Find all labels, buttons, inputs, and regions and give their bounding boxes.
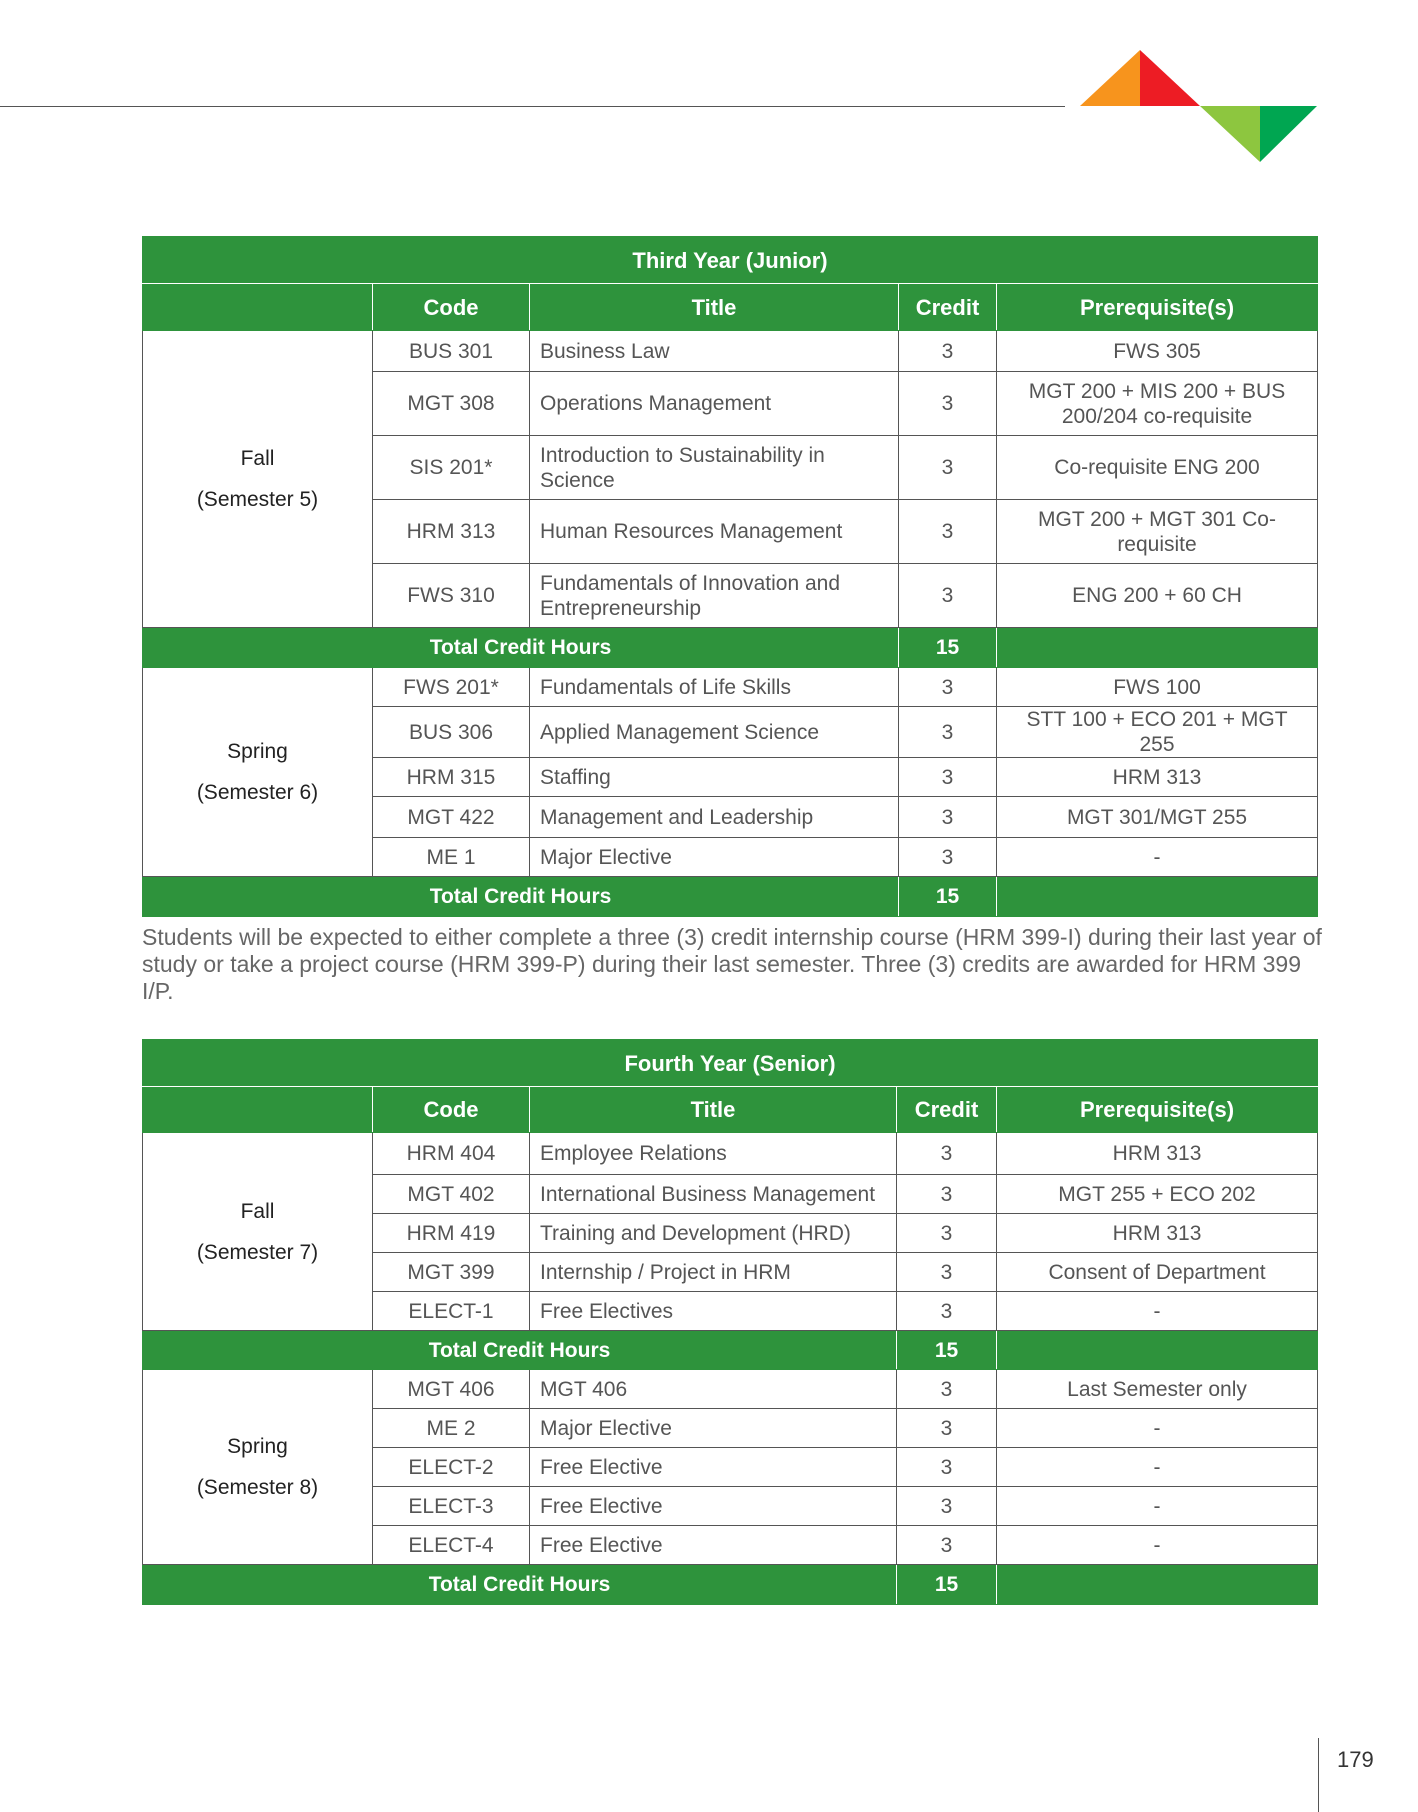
course-title: Major Elective — [530, 1409, 897, 1448]
semester-number: (Semester 5) — [196, 488, 319, 511]
course-credit: 3 — [897, 1409, 997, 1448]
course-code: MGT 406 — [373, 1370, 530, 1409]
header-blank — [143, 284, 373, 331]
table-row — [143, 331, 1318, 372]
semester-name: Spring — [227, 740, 288, 763]
course-title: Training and Development (HRD) — [530, 1214, 897, 1253]
total-value: 15 — [897, 1331, 997, 1370]
course-code: SIS 201* — [373, 436, 530, 500]
course-code: FWS 201* — [373, 668, 530, 707]
course-title: Business Law — [530, 331, 899, 372]
course-credit: 3 — [899, 838, 997, 877]
course-credit: 3 — [899, 500, 997, 564]
course-prereq: MGT 301/MGT 255 — [997, 797, 1318, 838]
course-code: MGT 399 — [373, 1253, 530, 1292]
semester-cell — [143, 331, 373, 628]
course-title: Human Resources Management — [530, 500, 899, 564]
course-code: MGT 308 — [373, 372, 530, 436]
course-credit: 3 — [899, 436, 997, 500]
course-code: ELECT-4 — [373, 1526, 530, 1565]
course-credit: 3 — [899, 758, 997, 797]
semester-name: Fall — [240, 447, 275, 470]
page-number-divider — [1318, 1738, 1319, 1812]
header-code: Code — [373, 284, 530, 331]
header-blank — [143, 1087, 373, 1133]
table-row — [143, 1370, 1318, 1409]
total-value: 15 — [899, 628, 997, 668]
total-blank — [997, 1565, 1318, 1605]
course-code: ME 2 — [373, 1409, 530, 1448]
course-title: Fundamentals of Life Skills — [530, 668, 899, 707]
course-prereq: FWS 305 — [997, 331, 1318, 372]
total-row — [143, 877, 1318, 917]
logo-light-green-triangle — [1200, 106, 1260, 162]
total-blank — [997, 877, 1318, 917]
course-prereq: - — [997, 1448, 1318, 1487]
course-code: HRM 404 — [373, 1133, 530, 1175]
fourth-year-table — [142, 1039, 1318, 1605]
course-title: Free Electives — [530, 1292, 897, 1331]
internship-note: Students will be expected to either complete a three (3) credit internship course (HRM 399-I) during their last year of study or take a project course (HRM 399-P) during their last semester. Three (3) credits are awarded for HRM 399 I/P. — [142, 924, 1322, 1004]
header-title: Title — [530, 1087, 897, 1133]
total-row — [143, 1331, 1318, 1370]
triangle-logo-icon — [1080, 50, 1320, 165]
course-credit: 3 — [897, 1175, 997, 1214]
total-label: Total Credit Hours — [143, 877, 899, 917]
course-credit: 3 — [899, 331, 997, 372]
semester-number: (Semester 7) — [196, 1240, 319, 1264]
course-code: BUS 301 — [373, 331, 530, 372]
total-label: Total Credit Hours — [143, 1565, 897, 1605]
course-prereq: Co-requisite ENG 200 — [997, 436, 1318, 500]
table-row — [143, 1133, 1318, 1175]
total-row — [143, 1565, 1318, 1605]
course-title: Internship / Project in HRM — [530, 1253, 897, 1292]
course-prereq: - — [997, 1526, 1318, 1565]
total-label: Total Credit Hours — [143, 1331, 897, 1370]
course-title: Free Elective — [530, 1487, 897, 1526]
course-title: Major Elective — [530, 838, 899, 877]
course-prereq: MGT 200 + MGT 301 Co-requisite — [997, 500, 1318, 564]
total-blank — [997, 628, 1318, 668]
course-title: Operations Management — [530, 372, 899, 436]
table-title: Third Year (Junior) — [143, 237, 1318, 284]
semester-cell — [143, 1133, 373, 1331]
course-prereq: MGT 255 + ECO 202 — [997, 1175, 1318, 1214]
course-prereq: ENG 200 + 60 CH — [997, 564, 1318, 628]
course-credit: 3 — [897, 1448, 997, 1487]
header-credit: Credit — [899, 284, 997, 331]
course-prereq: - — [997, 1487, 1318, 1526]
header-title: Title — [530, 284, 899, 331]
course-title: Fundamentals of Innovation and Entrepreneurship — [530, 564, 899, 628]
course-code: HRM 313 — [373, 500, 530, 564]
course-credit: 3 — [899, 707, 997, 758]
course-credit: 3 — [897, 1526, 997, 1565]
course-title: MGT 406 — [530, 1370, 897, 1409]
course-title: Applied Management Science — [530, 707, 899, 758]
total-blank — [997, 1331, 1318, 1370]
table-title: Fourth Year (Senior) — [143, 1040, 1318, 1087]
course-prereq: HRM 313 — [997, 758, 1318, 797]
course-title: International Business Management — [530, 1175, 897, 1214]
semester-number: (Semester 6) — [196, 781, 319, 804]
course-code: ME 1 — [373, 838, 530, 877]
course-title: Staffing — [530, 758, 899, 797]
course-credit: 3 — [899, 564, 997, 628]
course-prereq: HRM 313 — [997, 1133, 1318, 1175]
course-prereq: Consent of Department — [997, 1253, 1318, 1292]
course-title: Free Elective — [530, 1448, 897, 1487]
total-value: 15 — [897, 1565, 997, 1605]
course-code: HRM 315 — [373, 758, 530, 797]
course-prereq: - — [997, 1409, 1318, 1448]
course-title: Employee Relations — [530, 1133, 897, 1175]
semester-cell — [143, 1370, 373, 1565]
course-credit: 3 — [897, 1133, 997, 1175]
total-row — [143, 628, 1318, 668]
course-code: HRM 419 — [373, 1214, 530, 1253]
course-prereq: STT 100 + ECO 201 + MGT 255 — [997, 707, 1318, 758]
header-divider — [0, 106, 1065, 107]
semester-number: (Semester 8) — [196, 1476, 319, 1499]
logo-red-triangle — [1140, 50, 1200, 106]
header-prerequisites: Prerequisite(s) — [997, 1087, 1318, 1133]
course-credit: 3 — [899, 372, 997, 436]
semester-name: Fall — [240, 1199, 275, 1223]
course-prereq: Last Semester only — [997, 1370, 1318, 1409]
total-label: Total Credit Hours — [143, 628, 899, 668]
header-code: Code — [373, 1087, 530, 1133]
course-prereq: FWS 100 — [997, 668, 1318, 707]
course-credit: 3 — [897, 1253, 997, 1292]
course-credit: 3 — [897, 1487, 997, 1526]
course-prereq: - — [997, 1292, 1318, 1331]
third-year-table — [142, 236, 1318, 917]
semester-cell — [143, 668, 373, 877]
course-prereq: - — [997, 838, 1318, 877]
course-code: MGT 422 — [373, 797, 530, 838]
course-code: FWS 310 — [373, 564, 530, 628]
semester-name: Spring — [227, 1435, 288, 1458]
course-title: Free Elective — [530, 1526, 897, 1565]
course-code: ELECT-2 — [373, 1448, 530, 1487]
course-title: Management and Leadership — [530, 797, 899, 838]
logo-dark-green-triangle — [1260, 106, 1317, 162]
course-title: Introduction to Sustainability in Science — [530, 436, 899, 500]
header-prerequisites: Prerequisite(s) — [997, 284, 1318, 331]
course-code: ELECT-3 — [373, 1487, 530, 1526]
course-credit: 3 — [897, 1214, 997, 1253]
table-row — [143, 668, 1318, 707]
course-code: BUS 306 — [373, 707, 530, 758]
course-credit: 3 — [897, 1370, 997, 1409]
page-number: 179 — [1337, 1747, 1374, 1772]
course-prereq: MGT 200 + MIS 200 + BUS 200/204 co-requisite — [997, 372, 1318, 436]
course-code: ELECT-1 — [373, 1292, 530, 1331]
course-code: MGT 402 — [373, 1175, 530, 1214]
total-value: 15 — [899, 877, 997, 917]
course-credit: 3 — [897, 1292, 997, 1331]
course-credit: 3 — [899, 668, 997, 707]
header-credit: Credit — [897, 1087, 997, 1133]
course-credit: 3 — [899, 797, 997, 838]
course-prereq: HRM 313 — [997, 1214, 1318, 1253]
logo-orange-triangle — [1080, 50, 1140, 106]
